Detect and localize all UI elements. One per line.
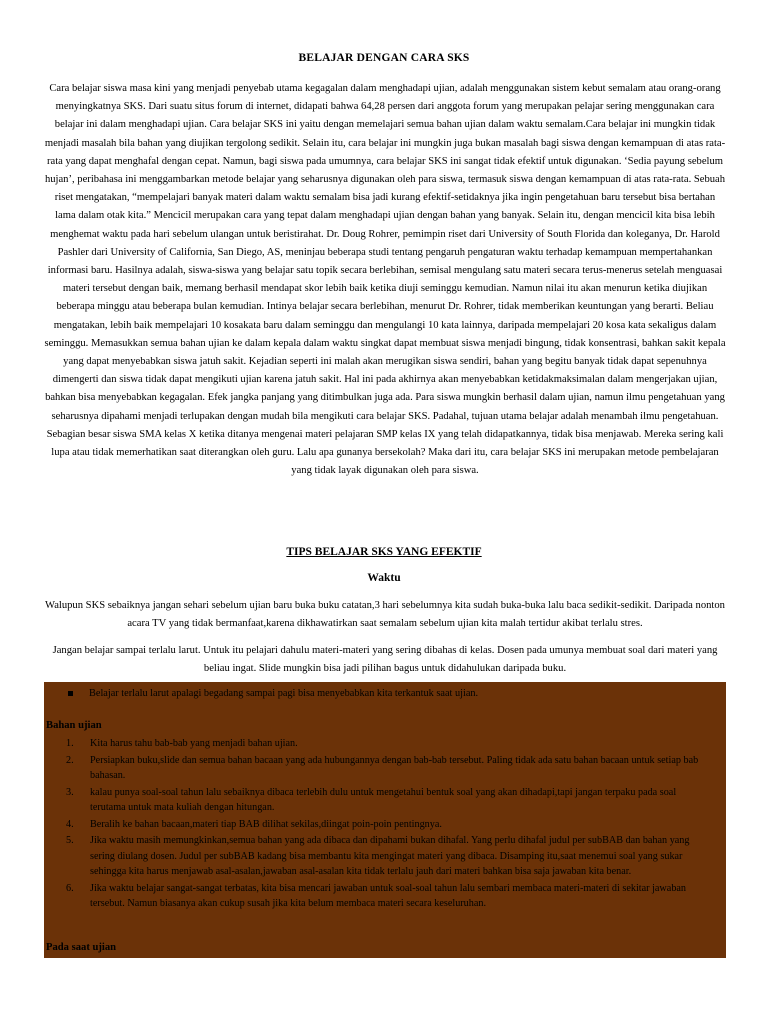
waktu-title: Waktu (367, 572, 401, 584)
bullet-text: Belajar terlalu larut apalagi begadang sampai pagi bisa menyebabkan kita terkantuk saat ujian. (89, 688, 479, 699)
bullet-square-icon (68, 691, 73, 696)
highlighted-box (44, 682, 726, 958)
waktu-paragraph-1: Walupun SKS sebaiknya jangan sehari sebelum ujian baru buka buku catatan,3 hari sebelumnya kita sudah buka-buka lalu baca sedikit-sedikit. Daripada nonton acara TV yang tidak bermanfaat,karena dikhawatirkan saat semalam sebelum ujian kita malah tertidur akibat terlalu stres. (45, 600, 725, 629)
bullet-item (68, 687, 708, 701)
list-item: 4. Beralih ke bahan bacaan,materi tiap BAB dilihat sekilas,diingat poin-poin pentingnya. (66, 818, 442, 830)
bahan-ujian-heading: Bahan ujian (46, 720, 102, 731)
list-item: 6. Jika waktu belajar sangat-sangat terbatas, kita bisa mencari jawaban untuk soal-soal tahun lalu sembari membaca materi-materi di sekitar jawaban tersebut. Namun biasanya akan cukup susah jika kita belum membaca materi secara keseluruhan. (66, 882, 687, 909)
list-item: 3. kalau punya soal-soal tahun lalu sebaiknya dibaca terlebih dulu untuk mengetahui bentuk soal yang akan dihadapi,tapi jangan terpaku pada soal terutama untuk mata kuliah dengan hitungan. (66, 786, 677, 813)
intro-paragraph: Cara belajar siswa masa kini yang menjadi penyebab utama kegagalan dalam menghadapi ujian, adalah menggunakan sistem kebut semalam atau orang-orang menyingkatnya SKS. Dari suatu situs forum di internet, didapati bahwa 64,28 persen dari anggota forum yang merupakan pelajar sering menggunakan cara belajar ini dalam menghadapi ujian. Cara belajar SKS ini yaitu dengan memelajari semua bahan ujian dalam waktu semalam.Cara belajar ini mungkin tidak menjadi masalah bila bahan yang diujikan tergolong sedikit. Selain itu, cara belajar ini mungkin juga bukan masalah bagi siswa dengan kemampuan di atas rata-rata yang dapat menghafal dengan cepat. Namun, bagi siswa pada umumnya, cara belajar SKS ini sangat tidak efektif untuk digunakan. ‘Sedia payung sebelum hujan’, peribahasa ini menggambarkan metode belajar yang seharusnya digunakan oleh para siswa, termasuk siswa dengan kemampuan di atas rata-rata. Sebuah riset mengatakan, “mempelajari banyak materi dalam waktu semalam bisa jadi kurang efektif-setidaknya jika ingin pengetahuan baru tersebut bisa bertahan lama dalam otak kita.” Mencicil merupakan cara yang tepat dalam menghadapi ujian dengan bahan yang banyak. Selain itu, dengan mencicil kita bisa lebih menghemat waktu pada hari sebelum ulangan untuk beristirahat. Dr. Doug Rohrer, pemimpin riset dari University of South Florida dan koleganya, Dr. Harold Pashler dari University of California, San Diego, AS, meninjau beberapa studi tentang pengaruh pengaturan waktu terhadap kemampuan mempertahankan informasi baru. Hasilnya adalah, siswa-siswa yang belajar satu topik secara berlebihan, semisal mengulang satu materi secara terus-menerus setelah menguasai materi tersebut dengan baik, memang berhasil mendapat skor lebih baik ketika diuji seminggu kemudian. Namun nilai itu akan menurun ketika diujikan beberapa minggu atau beberapa bulan kemudian. Intinya belajar secara berlebihan, menurut Dr. Rohrer, tidak memberikan keuntungan yang berarti. Beliau mengatakan, lebih baik mempelajari 10 kosakata baru dalam seminggu dan mengulangi 10 kata lainnya, daripada mempelajari 20 kosa kata sekaligus dalam seminggu. Memasukkan semua bahan ujian ke dalam kepala dalam waktu singkat dapat membuat siswa menjadi bingung, tidak konsentrasi, bahkan sakit kepala yang dapat menyebabkan siswa jatuh sakit. Kejadian seperti ini malah akan merugikan siswa sendiri, bahan yang begitu banyak tidak dapat sepenuhnya dimengerti dan siswa tidak dapat mengikuti ujian karena jatuh sakit. Hal ini pada akhirnya akan menyebabkan ketidakmaksimalan dalam mengerjakan ujian, bahkan bisa menyebabkan kegagalan. Efek jangka panjang yang ditimbulkan juga ada. Para siswa mungkin berhasil dalam ujian, namun ilmu pengetahuan yang seharusnya dipahami menjadi terlupakan dengan mudah bila mengikuti cara belajar SKS. Padahal, tujuan utama belajar adalah menambah ilmu pengetahuan. Sebagian besar siswa SMA kelas X ketika ditanya mengenai materi pelajaran SMP kelas IX yang telah didapatkannya, tidak bisa menjawab. Mereka sering kali lupa atau tidak memerhatikan saat diterangkan oleh guru. Lalu apa gunanya bersekolah? Maka dari itu, cara belajar SKS ini merupakan metode pembelajaran yang tidak layak digunakan oleh para siswa. (44, 83, 726, 477)
list-item: 1. Kita harus tahu bab-bab yang menjadi bahan ujian. (66, 738, 298, 749)
tips-title: TIPS BELAJAR SKS YANG EFEKTIF (286, 546, 482, 558)
list-item: 5. Jika waktu masih memungkinkan,semua bahan yang ada dibaca dan dipahami bukan dihafal. Yang perlu dihafal judul per subBAB dan bahan yang sering diulang dosen. Judul per subBAB kadang bisa membantu kita mengingat materi yang dibaca. Disamping itu,saat menemui soal yang sukar sehingga kita harus menjawab asal-asalan,jawaban asal-asalan kita tidak terlalu jauh dari materi bahkan bisa saja jawaban kita benar. (66, 835, 690, 877)
list-item: 2. Persiapkan buku,slide dan semua bahan bacaan yang ada hubungannya dengan bab-bab tersebut. Paling tidak ada satu bahan bacaan untuk setiap bab bahasan. (66, 754, 699, 781)
bahan-ujian-list (46, 736, 706, 913)
document-title: BELAJAR DENGAN CARA SKS (298, 52, 470, 64)
waktu-paragraph-2: Jangan belajar sampai terlalu larut. Untuk itu pelajari dahulu materi-materi yang sering dibahas di kelas. Dosen pada umunya membuat soal dari materi yang beliau ingat. Slide mungkin bisa jadi pilihan bagus untuk didahulukan daripada buku. (52, 645, 718, 674)
pada-saat-ujian-heading: Pada saat ujian (46, 942, 117, 953)
